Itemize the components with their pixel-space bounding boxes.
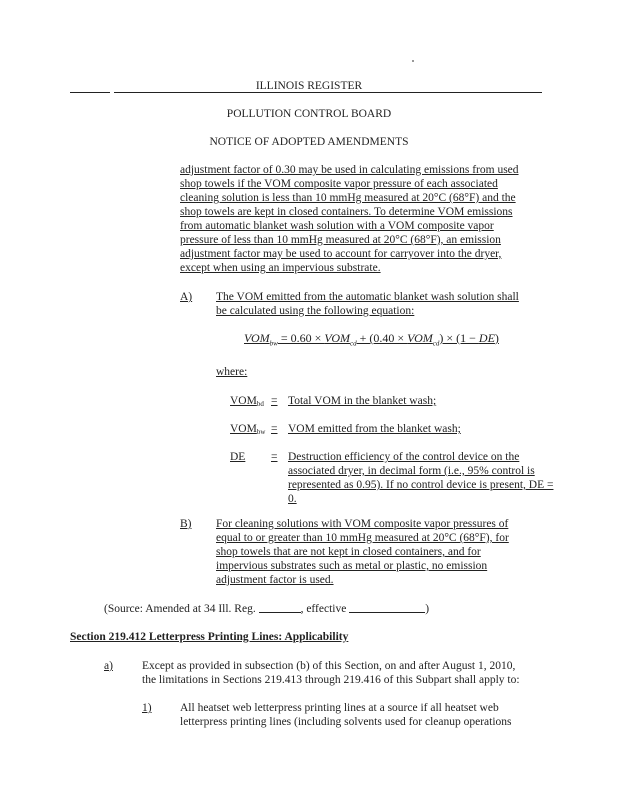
intro-line: cleaning solution is less than 10 mmHg measured at 20°C (68°F) and the <box>180 192 516 204</box>
eq-equals: = 0.60 × <box>277 331 325 345</box>
item-b-line: equal to or greater than 10 mmHg measured at 20°C (68°F), for <box>216 532 509 544</box>
def-text: 0. <box>288 493 297 505</box>
eq-term2-sub: cd <box>432 339 440 348</box>
eq-lhs-sub: bw <box>269 339 278 348</box>
eq-lhs: VOM <box>244 331 270 345</box>
intro-line: from automatic blanket wash solution with a VOM composite vapor <box>180 220 494 232</box>
blanket-wash-equation <box>244 331 499 347</box>
intro-line: pressure of less than 10 mmHg measured at 20°C (68°F), an emission <box>180 234 501 246</box>
section-heading: Section 219.412 Letterpress Printing Lines: Applicability <box>70 631 349 643</box>
def-term-text: VOM <box>230 423 257 435</box>
item-b-line: For cleaning solutions with VOM composite vapor pressures of <box>216 518 509 530</box>
intro-line: shop towels if the VOM composite vapor pressure of each associated <box>180 178 498 190</box>
def-term <box>230 451 245 464</box>
def-term-sub: bd <box>256 400 264 408</box>
intro-line: adjustment factor of 0.30 may be used in calculating emissions from used <box>180 164 519 176</box>
subsection-1-line: All heatset web letterpress printing lines at a source if all heatset web <box>180 702 499 714</box>
def-term-text: VOM <box>230 395 257 407</box>
where-label: where: <box>216 366 248 378</box>
def-term <box>230 395 264 411</box>
source-date-blank <box>349 602 425 613</box>
def-equals: = <box>271 451 278 463</box>
eq-close: ) × (1 − <box>439 331 479 345</box>
subsection-1-line: letterpress printing lines (including solvents used for cleanup operations <box>180 716 512 728</box>
source-note <box>104 602 429 616</box>
header-register: ILLINOIS REGISTER <box>255 80 363 92</box>
subsection-a-line: Except as provided in subsection (b) of this Section, on and after August 1, 2010, <box>142 660 516 672</box>
intro-line: adjustment factor may be used to account for carryover into the dryer, <box>180 248 502 260</box>
def-equals: = <box>271 423 278 435</box>
item-a-line: The VOM emitted from the automatic blanket wash solution shall <box>216 291 519 303</box>
item-a-line: be calculated using the following equation: <box>216 305 415 317</box>
source-reg-blank <box>259 602 301 613</box>
item-b-label: B) <box>180 518 192 530</box>
scan-speck <box>412 60 414 62</box>
eq-end: ) <box>494 331 499 345</box>
def-term <box>230 423 265 439</box>
def-equals: = <box>271 395 278 407</box>
header-board: POLLUTION CONTROL BOARD <box>226 108 392 120</box>
subsection-a-line: the limitations in Sections 219.413 through 219.416 of this Subpart shall apply to: <box>142 674 520 686</box>
def-text: Destruction efficiency of the control device on the <box>288 451 520 463</box>
def-text: associated dryer, in decimal form (i.e., 95% control is <box>288 465 535 477</box>
header-notice: NOTICE OF ADOPTED AMENDMENTS <box>209 136 409 148</box>
eq-plus: + (0.40 × <box>356 331 408 345</box>
source-prefix: (Source: Amended at 34 Ill. Reg. <box>104 603 259 615</box>
item-b-line: impervious substrates such as metal or plastic, no emission <box>216 560 488 572</box>
item-a-label: A) <box>180 291 193 303</box>
source-suffix: ) <box>425 603 430 615</box>
def-term-text: DE <box>230 451 246 463</box>
def-text: VOM emitted from the blanket wash; <box>288 423 461 435</box>
item-b-line: adjustment factor is used. <box>216 574 334 586</box>
subsection-1-label: 1) <box>142 702 152 714</box>
eq-term1: VOM <box>324 331 350 345</box>
intro-line: shop towels are kept in closed containers. To determine VOM emissions <box>180 206 513 218</box>
def-text: represented as 0.95). If no control device is present, DE = <box>288 479 554 491</box>
source-mid: , effective <box>300 603 350 615</box>
intro-line: except when using an impervious substrate. <box>180 262 381 274</box>
subsection-a-label: a) <box>104 660 113 672</box>
item-b-line: shop towels that are not kept in closed containers, and for <box>216 546 481 558</box>
eq-term2: VOM <box>407 331 433 345</box>
def-term-sub: bw <box>256 428 266 436</box>
eq-de: DE <box>478 331 495 345</box>
def-text: Total VOM in the blanket wash; <box>288 395 437 407</box>
eq-term1-sub: cd <box>350 339 357 348</box>
